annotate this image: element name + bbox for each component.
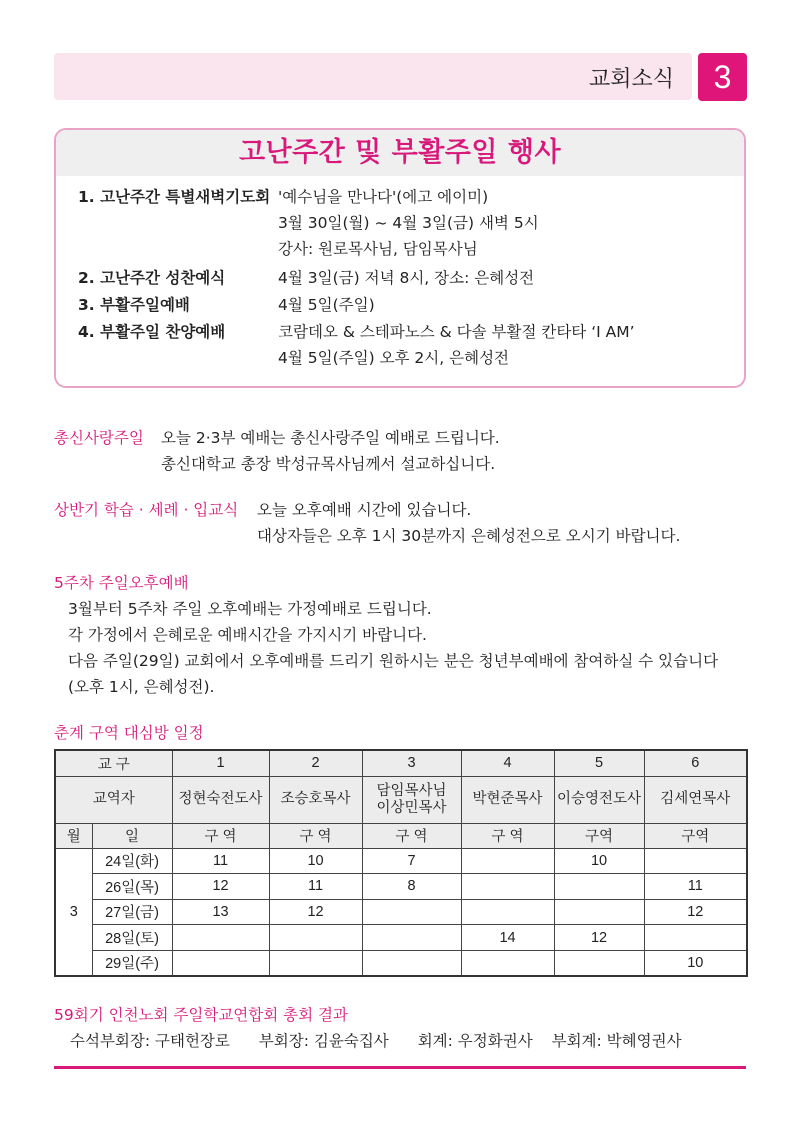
notice-fifth-week-service	[54, 570, 189, 596]
table-header-row	[55, 823, 747, 848]
area-cell	[644, 925, 747, 951]
notice-title: 총신사랑주일	[54, 429, 144, 447]
day-cell: 24일(화)	[92, 848, 172, 874]
section-header-bar	[54, 53, 692, 100]
day-cell: 29일(주)	[92, 950, 172, 976]
event-detail-line: 코람데오 & 스테파노스 & 다솔 부활절 칸타타 ‘I AM’	[278, 323, 635, 341]
event-detail-line: 강사: 원로목사님, 담임목사님	[278, 240, 478, 258]
area-cell: 10	[554, 848, 644, 874]
table-header-row	[55, 750, 747, 776]
area-cell: 12	[644, 899, 747, 925]
pastor-name: 조승호목사	[269, 776, 362, 823]
notice-title: 상반기 학습 · 세례 · 입교식	[54, 501, 239, 519]
easter-events-box	[54, 128, 746, 388]
result-entry: 부회계: 박혜영권사	[551, 1032, 682, 1050]
district-number: 6	[644, 750, 747, 776]
area-cell	[269, 925, 362, 951]
area-header: 구 역	[362, 823, 461, 848]
area-header: 구 역	[269, 823, 362, 848]
notice-line: 다음 주일(29일) 교회에서 오후예배를 드리기 원하시는 분은 청년부예배에 참여하실 수 있습니다	[68, 652, 719, 670]
area-cell: 13	[172, 899, 269, 925]
notice-body	[161, 425, 500, 477]
pastor-name: 이승영전도사	[554, 776, 644, 823]
district-number: 3	[362, 750, 461, 776]
pastor-name-line: 이상민목사	[376, 799, 447, 816]
area-cell	[554, 899, 644, 925]
area-cell	[554, 874, 644, 900]
event-details	[278, 186, 539, 264]
notice-line: 대상자들은 오후 1시 30분까지 은혜성전으로 오시기 바랍니다.	[257, 527, 681, 545]
pastor-name-line: 담임목사님	[376, 782, 447, 799]
area-cell	[461, 874, 554, 900]
day-cell: 26일(목)	[92, 874, 172, 900]
area-cell	[554, 950, 644, 976]
area-cell: 7	[362, 848, 461, 874]
area-cell: 12	[172, 874, 269, 900]
area-cell: 14	[461, 925, 554, 951]
area-cell	[172, 925, 269, 951]
table-row	[55, 874, 747, 900]
area-cell	[461, 848, 554, 874]
district-number: 5	[554, 750, 644, 776]
area-cell: 11	[269, 874, 362, 900]
event-details	[278, 294, 375, 320]
notice-baptism-ceremony	[54, 497, 238, 523]
notice-line: (오후 1시, 은혜성전).	[68, 678, 215, 696]
notice-line: 3월부터 5주차 주일 오후예배는 가정예배로 드립니다.	[68, 600, 432, 618]
event-label: 2. 고난주간 성찬예식	[78, 269, 226, 287]
section-title: 교회소식	[588, 67, 674, 92]
area-cell: 11	[172, 848, 269, 874]
table-row	[55, 899, 747, 925]
area-cell	[362, 925, 461, 951]
notice-line: 총신대학교 총장 박성규목사님께서 설교하십니다.	[161, 455, 496, 473]
pastor-header: 교역자	[55, 776, 172, 823]
event-detail-line: 3월 30일(월) ~ 4월 3일(금) 새벽 5시	[278, 214, 539, 232]
event-details	[278, 267, 534, 293]
event-label: 4. 부활주일 찬양예배	[78, 323, 226, 341]
result-entry: 부회장: 김윤숙집사	[258, 1032, 389, 1050]
result-entry: 회계: 우정화권사	[417, 1032, 533, 1050]
notice-body	[68, 596, 718, 700]
area-header: 구 역	[172, 823, 269, 848]
notice-title: 5주차 주일오후예배	[54, 574, 189, 592]
event-details	[278, 321, 635, 373]
pastor-name: 박현준목사	[461, 776, 554, 823]
area-header: 구역	[644, 823, 747, 848]
event-detail-line: 4월 3일(금) 저녁 8시, 장소: 은혜성전	[278, 269, 535, 287]
notice-chongshin-sunday	[54, 425, 144, 451]
area-cell	[461, 899, 554, 925]
area-cell	[172, 950, 269, 976]
area-cell	[362, 950, 461, 976]
bottom-divider	[54, 1066, 746, 1069]
pastor-name: 김세연목사	[644, 776, 747, 823]
district-header: 교 구	[55, 750, 172, 776]
notice-line: 각 가정에서 은혜로운 예배시간을 가지시기 바랍니다.	[68, 626, 427, 644]
area-cell: 8	[362, 874, 461, 900]
pastor-name: 정현숙전도사	[172, 776, 269, 823]
event-label: 3. 부활주일예배	[78, 296, 190, 314]
area-cell	[461, 950, 554, 976]
table-row	[55, 848, 747, 874]
pastor-name	[362, 776, 461, 823]
area-header: 구역	[554, 823, 644, 848]
event-label: 1. 고난주간 특별새벽기도회	[78, 188, 271, 206]
area-cell: 12	[269, 899, 362, 925]
event-box-title: 고난주간 및 부활주일 행사	[56, 130, 744, 176]
month-cell: 3	[55, 848, 92, 976]
notice-body	[257, 497, 680, 549]
schedule-title: 춘계 구역 대심방 일정	[54, 724, 204, 742]
visitation-schedule-table	[54, 749, 748, 977]
day-header: 일	[92, 823, 172, 848]
event-detail-line: 4월 5일(주일) 오후 2시, 은혜성전	[278, 349, 510, 367]
area-cell	[269, 950, 362, 976]
day-cell: 27일(금)	[92, 899, 172, 925]
area-cell: 10	[269, 848, 362, 874]
event-detail-line: '예수님을 만나다'(에고 에이미)	[278, 188, 489, 206]
table-row	[55, 925, 747, 951]
area-cell	[644, 848, 747, 874]
page-number-badge: 3	[698, 53, 747, 101]
notice-line: 오늘 2·3부 예배는 총신사랑주일 예배로 드립니다.	[161, 429, 500, 447]
district-number: 4	[461, 750, 554, 776]
event-detail-line: 4월 5일(주일)	[278, 296, 375, 314]
table-row	[55, 950, 747, 976]
results-body	[70, 1029, 706, 1051]
district-number: 2	[269, 750, 362, 776]
area-header: 구 역	[461, 823, 554, 848]
result-entry: 수석부회장: 구태헌장로	[70, 1032, 230, 1050]
area-cell: 12	[554, 925, 644, 951]
day-cell: 28일(토)	[92, 925, 172, 951]
results-title: 59회기 인천노회 주일학교연합회 총회 결과	[54, 1006, 348, 1024]
area-cell: 11	[644, 874, 747, 900]
table-header-row	[55, 776, 747, 823]
district-number: 1	[172, 750, 269, 776]
notice-line: 오늘 오후예배 시간에 있습니다.	[257, 501, 472, 519]
area-cell	[362, 899, 461, 925]
month-header: 월	[55, 823, 92, 848]
area-cell: 10	[644, 950, 747, 976]
